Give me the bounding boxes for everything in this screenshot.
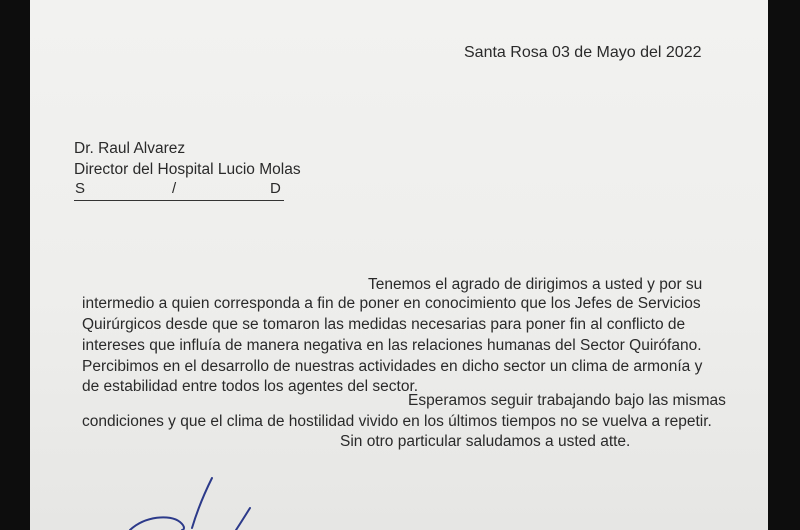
recipient-title: Director del Hospital Lucio Molas [74,161,301,178]
closing-line: Sin otro particular saludamos a usted atte. [340,433,631,450]
body-line: Percibimos en el desarrollo de nuestras actividades en dicho sector un clima de armonía y [82,358,703,375]
salutation-slash: / [172,180,177,197]
salutation-d: D [270,180,281,197]
body-line: de estabilidad entre todos los agentes del sector. [82,378,419,395]
salutation-line [74,180,284,201]
body-line: Esperamos seguir trabajando bajo las mismas [408,392,726,409]
handwritten-signature [100,470,260,530]
body-line: intereses que influía de manera negativa en las relaciones humanas del Sector Quirófano. [82,337,702,354]
letter-page [30,0,768,530]
letter-date: Santa Rosa 03 de Mayo del 2022 [464,44,702,61]
salutation-s: S [75,180,86,197]
body-line: Quirúrgicos desde que se tomaron las medidas necesarias para poner fin al conflicto de [82,316,686,333]
body-line: condiciones y que el clima de hostilidad vivido en los últimos tiempos no se vuelva a repetir. [82,413,712,430]
body-line: Tenemos el agrado de dirigimos a usted y por su [368,276,703,293]
recipient-name: Dr. Raul Alvarez [74,140,186,157]
body-line: intermedio a quien corresponda a fin de poner en conocimiento que los Jefes de Servicios [82,295,701,312]
